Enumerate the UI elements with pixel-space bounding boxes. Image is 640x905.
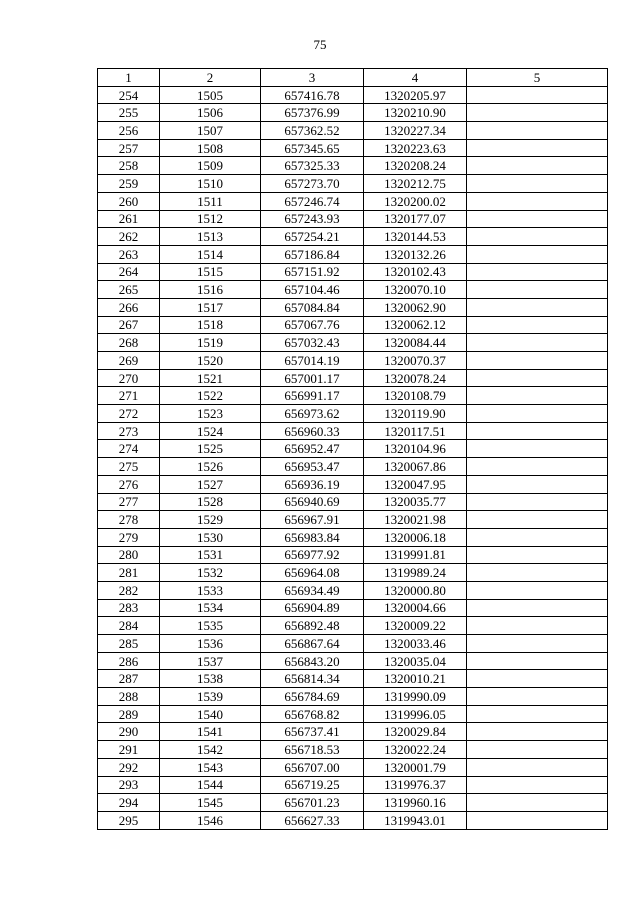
table-cell-col-4: 1320070.37	[364, 352, 467, 370]
table-cell-col-5	[467, 387, 608, 405]
table-cell-col-3: 657416.78	[261, 86, 364, 104]
table-cell-col-4: 1320035.04	[364, 652, 467, 670]
table-row	[98, 688, 608, 706]
table-cell-col-4: 1320084.44	[364, 334, 467, 352]
table-cell-col-5	[467, 599, 608, 617]
table-cell-col-3: 656967.91	[261, 511, 364, 529]
table-cell-col-4: 1320021.98	[364, 511, 467, 529]
table-cell-col-5	[467, 723, 608, 741]
table-cell-col-3: 657186.84	[261, 245, 364, 263]
table-cell-col-5	[467, 705, 608, 723]
table-cell-col-1: 256	[98, 122, 160, 140]
table-cell-col-4: 1319996.05	[364, 705, 467, 723]
table-cell-col-2: 1546	[160, 811, 261, 829]
table-cell-col-5	[467, 794, 608, 812]
table-cell-col-5	[467, 670, 608, 688]
table-cell-col-2: 1519	[160, 334, 261, 352]
table-cell-col-1: 284	[98, 617, 160, 635]
table-cell-col-5	[467, 493, 608, 511]
page-number: 75	[313, 37, 327, 52]
table-header-row	[98, 69, 608, 87]
table-cell-col-5	[467, 122, 608, 140]
table-row	[98, 599, 608, 617]
table-cell-col-5	[467, 688, 608, 706]
table-cell-col-1: 271	[98, 387, 160, 405]
table-cell-col-2: 1508	[160, 139, 261, 157]
table-row	[98, 758, 608, 776]
table-cell-col-4: 1320004.66	[364, 599, 467, 617]
table-cell-col-4: 1320212.75	[364, 175, 467, 193]
table-cell-col-1: 255	[98, 104, 160, 122]
table-cell-col-3: 656701.23	[261, 794, 364, 812]
table-cell-col-4: 1320227.34	[364, 122, 467, 140]
table-cell-col-4: 1320177.07	[364, 210, 467, 228]
table-row	[98, 298, 608, 316]
table-cell-col-1: 254	[98, 86, 160, 104]
table-row	[98, 405, 608, 423]
table-cell-col-3: 657362.52	[261, 122, 364, 140]
table-cell-col-1: 262	[98, 228, 160, 246]
table-cell-col-1: 280	[98, 546, 160, 564]
table-row	[98, 617, 608, 635]
table-cell-col-5	[467, 263, 608, 281]
table-cell-col-4: 1320022.24	[364, 741, 467, 759]
table-row	[98, 86, 608, 104]
table-cell-col-2: 1537	[160, 652, 261, 670]
table-cell-col-4: 1320029.84	[364, 723, 467, 741]
table-cell-col-5	[467, 316, 608, 334]
table-cell-col-2: 1521	[160, 369, 261, 387]
table-cell-col-5	[467, 104, 608, 122]
table-row	[98, 122, 608, 140]
table-cell-col-3: 656977.92	[261, 546, 364, 564]
table-cell-col-3: 656964.08	[261, 564, 364, 582]
table-cell-col-2: 1543	[160, 758, 261, 776]
table-cell-col-2: 1509	[160, 157, 261, 175]
table-cell-col-5	[467, 281, 608, 299]
table-row	[98, 475, 608, 493]
table-cell-col-3: 656784.69	[261, 688, 364, 706]
table-cell-col-1: 289	[98, 705, 160, 723]
table-cell-col-3: 657001.17	[261, 369, 364, 387]
table-row	[98, 528, 608, 546]
table-cell-col-1: 277	[98, 493, 160, 511]
table-cell-col-2: 1512	[160, 210, 261, 228]
table-cell-col-2: 1518	[160, 316, 261, 334]
table-row	[98, 104, 608, 122]
table-row	[98, 458, 608, 476]
table-cell-col-1: 279	[98, 528, 160, 546]
column-header-3: 3	[261, 69, 364, 87]
table-cell-col-2: 1516	[160, 281, 261, 299]
table-cell-col-5	[467, 440, 608, 458]
table-cell-col-3: 657067.76	[261, 316, 364, 334]
table-row	[98, 369, 608, 387]
table-row	[98, 334, 608, 352]
table-cell-col-3: 657243.93	[261, 210, 364, 228]
table-row	[98, 723, 608, 741]
table-row	[98, 635, 608, 653]
table-cell-col-1: 272	[98, 405, 160, 423]
table-cell-col-1: 269	[98, 352, 160, 370]
table-cell-col-3: 656627.33	[261, 811, 364, 829]
table-cell-col-4: 1320067.86	[364, 458, 467, 476]
table-cell-col-5	[467, 475, 608, 493]
table-cell-col-1: 285	[98, 635, 160, 653]
table-row	[98, 705, 608, 723]
table-cell-col-2: 1538	[160, 670, 261, 688]
table-cell-col-3: 656707.00	[261, 758, 364, 776]
table-cell-col-5	[467, 245, 608, 263]
table-cell-col-3: 657246.74	[261, 192, 364, 210]
table-cell-col-4: 1320208.24	[364, 157, 467, 175]
table-cell-col-2: 1522	[160, 387, 261, 405]
table-cell-col-3: 656953.47	[261, 458, 364, 476]
table-cell-col-2: 1514	[160, 245, 261, 263]
table-cell-col-3: 656983.84	[261, 528, 364, 546]
table-cell-col-4: 1320035.77	[364, 493, 467, 511]
table-row	[98, 811, 608, 829]
table-cell-col-3: 656867.64	[261, 635, 364, 653]
table-cell-col-3: 656814.34	[261, 670, 364, 688]
table-cell-col-5	[467, 758, 608, 776]
table-cell-col-3: 657254.21	[261, 228, 364, 246]
column-header-1: 1	[98, 69, 160, 87]
table-cell-col-3: 656719.25	[261, 776, 364, 794]
table-cell-col-3: 657345.65	[261, 139, 364, 157]
table-cell-col-2: 1531	[160, 546, 261, 564]
table-cell-col-2: 1523	[160, 405, 261, 423]
table-cell-col-1: 267	[98, 316, 160, 334]
table-cell-col-5	[467, 228, 608, 246]
table-cell-col-3: 656940.69	[261, 493, 364, 511]
table-cell-col-1: 294	[98, 794, 160, 812]
table-cell-col-1: 273	[98, 422, 160, 440]
table-cell-col-1: 287	[98, 670, 160, 688]
table-cell-col-5	[467, 175, 608, 193]
table-cell-col-3: 657151.92	[261, 263, 364, 281]
table-row	[98, 192, 608, 210]
table-cell-col-2: 1536	[160, 635, 261, 653]
table-cell-col-1: 282	[98, 581, 160, 599]
table-cell-col-5	[467, 298, 608, 316]
table-cell-col-4: 1319989.24	[364, 564, 467, 582]
table-cell-col-4: 1320009.22	[364, 617, 467, 635]
table-cell-col-4: 1320144.53	[364, 228, 467, 246]
table-cell-col-4: 1320200.02	[364, 192, 467, 210]
table-cell-col-1: 275	[98, 458, 160, 476]
table-cell-col-2: 1544	[160, 776, 261, 794]
table-cell-col-3: 656737.41	[261, 723, 364, 741]
table-cell-col-5	[467, 157, 608, 175]
table-cell-col-3: 657376.99	[261, 104, 364, 122]
table-cell-col-3: 656904.89	[261, 599, 364, 617]
table-cell-col-2: 1526	[160, 458, 261, 476]
table-row	[98, 440, 608, 458]
table-row	[98, 210, 608, 228]
table-cell-col-5	[467, 546, 608, 564]
table-cell-col-5	[467, 581, 608, 599]
table-row	[98, 546, 608, 564]
table-row	[98, 281, 608, 299]
table-cell-col-1: 266	[98, 298, 160, 316]
table-cell-col-4: 1320001.79	[364, 758, 467, 776]
table-cell-col-3: 657014.19	[261, 352, 364, 370]
table-cell-col-2: 1507	[160, 122, 261, 140]
table-cell-col-5	[467, 652, 608, 670]
table-cell-col-1: 281	[98, 564, 160, 582]
table-cell-col-3: 656991.17	[261, 387, 364, 405]
table-cell-col-3: 656936.19	[261, 475, 364, 493]
table-cell-col-1: 259	[98, 175, 160, 193]
table-cell-col-2: 1533	[160, 581, 261, 599]
table-cell-col-4: 1320033.46	[364, 635, 467, 653]
table-cell-col-3: 656768.82	[261, 705, 364, 723]
table-row	[98, 157, 608, 175]
table-cell-col-2: 1505	[160, 86, 261, 104]
table-cell-col-2: 1528	[160, 493, 261, 511]
table-cell-col-1: 290	[98, 723, 160, 741]
table-cell-col-2: 1532	[160, 564, 261, 582]
table-cell-col-4: 1319976.37	[364, 776, 467, 794]
table-cell-col-1: 293	[98, 776, 160, 794]
table-row	[98, 139, 608, 157]
coordinates-table	[97, 68, 608, 830]
table-row	[98, 652, 608, 670]
table-cell-col-2: 1506	[160, 104, 261, 122]
table-cell-col-3: 657084.84	[261, 298, 364, 316]
table-row	[98, 581, 608, 599]
table-cell-col-2: 1520	[160, 352, 261, 370]
table-cell-col-1: 295	[98, 811, 160, 829]
table-cell-col-4: 1320117.51	[364, 422, 467, 440]
table-cell-col-2: 1535	[160, 617, 261, 635]
table-cell-col-1: 258	[98, 157, 160, 175]
table-cell-col-1: 283	[98, 599, 160, 617]
table-cell-col-2: 1515	[160, 263, 261, 281]
table-row	[98, 245, 608, 263]
table-cell-col-5	[467, 86, 608, 104]
table-cell-col-1: 286	[98, 652, 160, 670]
table-cell-col-2: 1545	[160, 794, 261, 812]
table-cell-col-1: 260	[98, 192, 160, 210]
table-row	[98, 511, 608, 529]
table-cell-col-1: 292	[98, 758, 160, 776]
table-cell-col-1: 261	[98, 210, 160, 228]
table-cell-col-2: 1534	[160, 599, 261, 617]
table-cell-col-1: 257	[98, 139, 160, 157]
table-cell-col-1: 268	[98, 334, 160, 352]
table-cell-col-3: 657325.33	[261, 157, 364, 175]
table-cell-col-2: 1511	[160, 192, 261, 210]
table-cell-col-5	[467, 564, 608, 582]
table-cell-col-4: 1320210.90	[364, 104, 467, 122]
table-cell-col-3: 657104.46	[261, 281, 364, 299]
table-cell-col-4: 1320062.12	[364, 316, 467, 334]
table-row	[98, 263, 608, 281]
table-cell-col-4: 1320223.63	[364, 139, 467, 157]
table-cell-col-4: 1319990.09	[364, 688, 467, 706]
table-row	[98, 387, 608, 405]
table-cell-col-5	[467, 458, 608, 476]
table-cell-col-1: 264	[98, 263, 160, 281]
table-cell-col-3: 657273.70	[261, 175, 364, 193]
table-cell-col-5	[467, 210, 608, 228]
table-cell-col-5	[467, 511, 608, 529]
table-cell-col-1: 291	[98, 741, 160, 759]
table-cell-col-4: 1320108.79	[364, 387, 467, 405]
table-cell-col-3: 656934.49	[261, 581, 364, 599]
table-cell-col-4: 1320000.80	[364, 581, 467, 599]
table-row	[98, 316, 608, 334]
table-cell-col-4: 1320078.24	[364, 369, 467, 387]
table-cell-col-4: 1320102.43	[364, 263, 467, 281]
table-cell-col-5	[467, 635, 608, 653]
table-cell-col-3: 656892.48	[261, 617, 364, 635]
table-cell-col-4: 1320104.96	[364, 440, 467, 458]
table-cell-col-1: 263	[98, 245, 160, 263]
table-cell-col-3: 656973.62	[261, 405, 364, 423]
table-cell-col-4: 1319943.01	[364, 811, 467, 829]
table-cell-col-5	[467, 405, 608, 423]
table-cell-col-3: 657032.43	[261, 334, 364, 352]
table-row	[98, 352, 608, 370]
table-cell-col-4: 1320070.10	[364, 281, 467, 299]
table-row	[98, 175, 608, 193]
table-cell-col-2: 1542	[160, 741, 261, 759]
table-cell-col-2: 1541	[160, 723, 261, 741]
table-cell-col-5	[467, 352, 608, 370]
table-cell-col-5	[467, 422, 608, 440]
table-cell-col-3: 656952.47	[261, 440, 364, 458]
table-cell-col-5	[467, 617, 608, 635]
table-cell-col-1: 270	[98, 369, 160, 387]
table-cell-col-2: 1510	[160, 175, 261, 193]
table-cell-col-5	[467, 811, 608, 829]
table-row	[98, 422, 608, 440]
table-cell-col-4: 1319960.16	[364, 794, 467, 812]
table-cell-col-2: 1524	[160, 422, 261, 440]
table-cell-col-2: 1539	[160, 688, 261, 706]
table-cell-col-5	[467, 528, 608, 546]
table-cell-col-4: 1320047.95	[364, 475, 467, 493]
table-cell-col-1: 274	[98, 440, 160, 458]
table-cell-col-5	[467, 369, 608, 387]
table-cell-col-5	[467, 776, 608, 794]
table-row	[98, 670, 608, 688]
table-row	[98, 776, 608, 794]
table-cell-col-2: 1527	[160, 475, 261, 493]
table-cell-col-1: 278	[98, 511, 160, 529]
table-cell-col-2: 1517	[160, 298, 261, 316]
table-cell-col-1: 288	[98, 688, 160, 706]
table-row	[98, 228, 608, 246]
table-cell-col-2: 1525	[160, 440, 261, 458]
table-cell-col-4: 1319991.81	[364, 546, 467, 564]
table-cell-col-1: 276	[98, 475, 160, 493]
table-cell-col-4: 1320132.26	[364, 245, 467, 263]
table-cell-col-4: 1320062.90	[364, 298, 467, 316]
table-cell-col-3: 656843.20	[261, 652, 364, 670]
table-row	[98, 493, 608, 511]
table-cell-col-5	[467, 192, 608, 210]
table-cell-col-4: 1320006.18	[364, 528, 467, 546]
table-cell-col-5	[467, 334, 608, 352]
table-cell-col-2: 1529	[160, 511, 261, 529]
column-header-2: 2	[160, 69, 261, 87]
table-cell-col-4: 1320010.21	[364, 670, 467, 688]
table-cell-col-4: 1320119.90	[364, 405, 467, 423]
table-row	[98, 741, 608, 759]
table-body	[98, 86, 608, 829]
table-cell-col-5	[467, 139, 608, 157]
table-cell-col-3: 656960.33	[261, 422, 364, 440]
table-cell-col-4: 1320205.97	[364, 86, 467, 104]
table-cell-col-5	[467, 741, 608, 759]
table-cell-col-1: 265	[98, 281, 160, 299]
table-cell-col-2: 1530	[160, 528, 261, 546]
table-cell-col-2: 1513	[160, 228, 261, 246]
column-header-5: 5	[467, 69, 608, 87]
table-row	[98, 564, 608, 582]
table-cell-col-2: 1540	[160, 705, 261, 723]
table-row	[98, 794, 608, 812]
table-cell-col-3: 656718.53	[261, 741, 364, 759]
column-header-4: 4	[364, 69, 467, 87]
